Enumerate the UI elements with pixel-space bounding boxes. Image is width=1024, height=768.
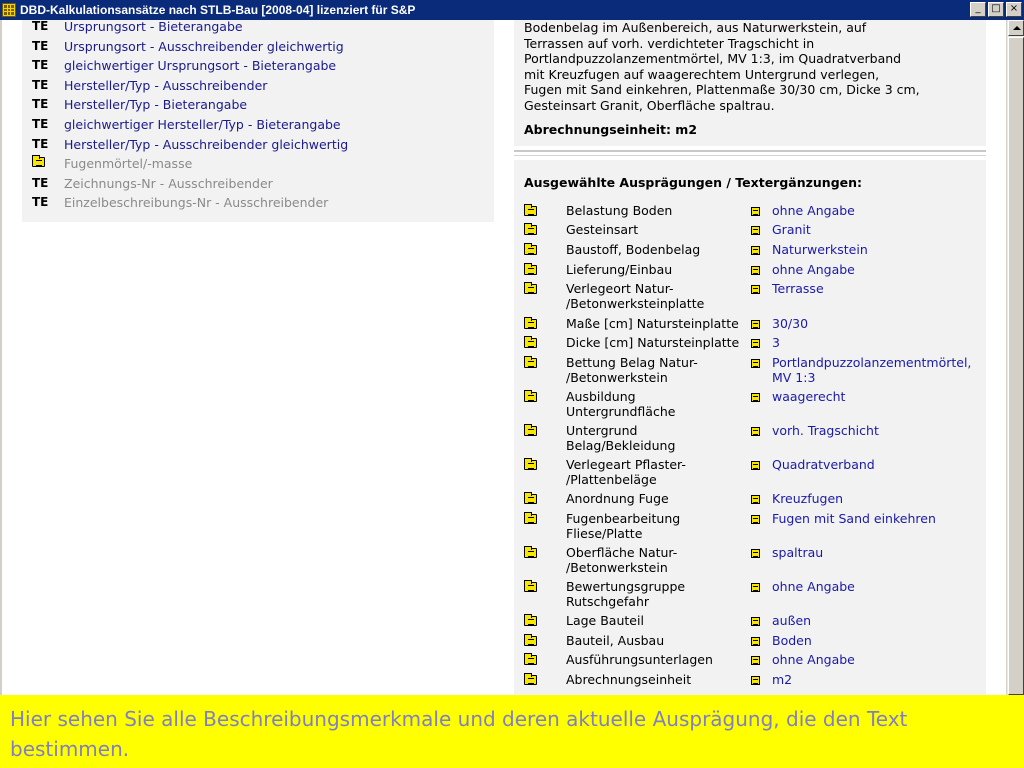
item-tag: TE xyxy=(32,195,49,209)
folder-icon[interactable] xyxy=(524,358,537,368)
value-icon[interactable] xyxy=(751,266,760,275)
folder-icon[interactable] xyxy=(524,655,537,665)
description-text xyxy=(524,20,984,113)
description-line: Gesteinsart Granit, Oberfläche spaltrau. xyxy=(524,97,775,113)
attribute-name: Ausbildung Untergrundfläche xyxy=(566,389,676,419)
attribute-value[interactable]: vorh. Tragschicht xyxy=(772,423,879,438)
value-icon[interactable] xyxy=(751,549,760,558)
minimize-button[interactable]: _ xyxy=(970,2,986,17)
attribute-value[interactable]: waagerecht xyxy=(772,389,846,404)
billing-unit: Abrechnungseinheit: m2 xyxy=(524,122,698,137)
item-label[interactable]: Zeichnungs-Nr - Ausschreibender xyxy=(64,175,273,191)
attribute-name: Anordnung Fuge xyxy=(566,491,669,506)
value-icon[interactable] xyxy=(751,285,760,294)
attribute-name: Maße [cm] Natursteinplatte xyxy=(566,316,739,331)
scroll-up-icon[interactable] xyxy=(1008,20,1024,36)
attribute-name: Ausführungsunterlagen xyxy=(566,652,713,667)
divider xyxy=(514,150,986,152)
attribute-value[interactable]: m2 xyxy=(772,672,793,687)
folder-icon[interactable] xyxy=(524,319,537,329)
attribute-value[interactable]: ohne Angabe xyxy=(772,262,855,277)
attribute-value[interactable]: ohne Angabe xyxy=(772,203,855,218)
attribute-name: Bauteil, Ausbau xyxy=(566,633,665,648)
attribute-value[interactable]: Portlandpuzzolanzementmörtel, MV 1:3 xyxy=(772,355,972,385)
item-label[interactable]: gleichwertiger Hersteller/Typ - Bieterangabe xyxy=(64,116,341,132)
folder-icon[interactable] xyxy=(524,225,537,235)
attribute-value[interactable]: außen xyxy=(772,613,812,628)
value-icon[interactable] xyxy=(751,427,760,436)
maximize-button[interactable]: □ xyxy=(988,2,1004,17)
folder-icon[interactable] xyxy=(524,582,537,592)
attribute-value[interactable]: Fugen mit Sand einkehren xyxy=(772,511,936,526)
selected-values-panel xyxy=(514,160,986,695)
value-icon[interactable] xyxy=(751,495,760,504)
item-tag: TE xyxy=(32,78,49,92)
folder-icon[interactable] xyxy=(524,426,537,436)
attribute-name: Abrechnungseinheit xyxy=(566,672,692,687)
attribute-name: Fugenbearbeitung Fliese/Platte xyxy=(566,511,681,541)
folder-icon[interactable] xyxy=(524,548,537,558)
description-line: mit Kreuzfugen auf waagerechtem Untergrund verlegen, xyxy=(524,66,880,82)
item-tag: TE xyxy=(32,19,49,33)
attribute-value[interactable]: Naturwerkstein xyxy=(772,242,868,257)
attribute-name: Verlegeort Natur- /Betonwerksteinplatte xyxy=(566,281,705,311)
attribute-name: Untergrund Belag/Bekleidung xyxy=(566,423,676,453)
item-tag: TE xyxy=(32,117,49,131)
attribute-value[interactable]: 3 xyxy=(772,335,780,350)
list-item[interactable] xyxy=(32,37,344,55)
value-icon[interactable] xyxy=(751,226,760,235)
attribute-name: Bewertungsgruppe Rutschgefahr xyxy=(566,579,686,609)
app-icon xyxy=(2,3,16,17)
item-label[interactable]: Fugenmörtel/-masse xyxy=(64,155,193,171)
description-line: Bodenbelag im Außenbereich, aus Naturwerkstein, auf xyxy=(524,20,867,35)
value-icon[interactable] xyxy=(751,320,760,329)
value-icon[interactable] xyxy=(751,656,760,665)
attribute-value[interactable]: Granit xyxy=(772,222,811,237)
list-item[interactable] xyxy=(32,154,192,172)
list-item[interactable] xyxy=(32,17,243,35)
value-icon[interactable] xyxy=(751,207,760,216)
attribute-name: Bettung Belag Natur- /Betonwerkstein xyxy=(566,355,698,385)
item-label[interactable]: gleichwertiger Ursprungsort - Bieterangabe xyxy=(64,57,337,73)
list-item[interactable] xyxy=(32,95,247,113)
value-icon[interactable] xyxy=(751,676,760,685)
value-icon[interactable] xyxy=(751,393,760,402)
item-tag: TE xyxy=(32,97,49,111)
attribute-name: Oberfläche Natur- /Betonwerkstein xyxy=(566,545,678,575)
window-frame xyxy=(0,20,2,695)
attribute-name: Dicke [cm] Natursteinplatte xyxy=(566,335,740,350)
item-tag: TE xyxy=(32,137,49,151)
folder-icon[interactable] xyxy=(524,338,537,348)
attribute-value[interactable]: spaltrau xyxy=(772,545,824,560)
attribute-value[interactable]: ohne Angabe xyxy=(772,579,855,594)
attribute-name: Lieferung/Einbau xyxy=(566,262,673,277)
value-icon[interactable] xyxy=(751,617,760,626)
value-icon[interactable] xyxy=(751,246,760,255)
tutorial-caption xyxy=(0,695,1024,768)
attribute-value[interactable]: Kreuzfugen xyxy=(772,491,844,506)
list-item[interactable] xyxy=(32,193,328,211)
value-icon[interactable] xyxy=(751,339,760,348)
item-tag: TE xyxy=(32,58,49,72)
attribute-name: Verlegeart Pflaster- /Plattenbeläge xyxy=(566,457,686,487)
item-tag: TE xyxy=(32,176,49,190)
selected-values-heading: Ausgewählte Ausprägungen / Textergänzungen: xyxy=(524,175,863,190)
folder-icon[interactable] xyxy=(524,245,537,255)
item-label[interactable]: Hersteller/Typ - Ausschreibender gleichwertig xyxy=(64,136,349,152)
description-line: Portlandpuzzolanzementmörtel, MV 1:3, im Quadratverband xyxy=(524,51,902,66)
scroll-thumb[interactable] xyxy=(1008,37,1024,695)
item-label[interactable]: Hersteller/Typ - Bieterangabe xyxy=(64,96,248,112)
folder-icon[interactable] xyxy=(524,265,537,275)
attribute-name: Gesteinsart xyxy=(566,222,639,237)
folder-icon[interactable] xyxy=(524,514,537,524)
window-title: DBD-Kalkulationsansätze nach STLB-Bau [2008-04] lizenziert für S&P xyxy=(20,3,416,17)
list-item[interactable] xyxy=(32,56,336,74)
list-item[interactable] xyxy=(32,115,341,133)
folder-icon[interactable] xyxy=(524,284,537,294)
description-line: Terrassen auf vorh. verdichteter Tragschicht in xyxy=(524,35,815,51)
folder-icon[interactable] xyxy=(524,494,537,504)
folder-icon[interactable] xyxy=(524,392,537,402)
folder-icon-cell xyxy=(32,156,64,170)
attribute-value[interactable]: 30/30 xyxy=(772,316,809,331)
attribute-name: Baustoff, Bodenbelag xyxy=(566,242,701,257)
attribute-value[interactable]: ohne Angabe xyxy=(772,652,855,667)
folder-icon[interactable] xyxy=(524,616,537,626)
attribute-value[interactable]: Terrasse xyxy=(772,281,824,296)
folder-icon[interactable] xyxy=(524,460,537,470)
folder-icon[interactable] xyxy=(524,206,537,216)
attribute-value[interactable]: Boden xyxy=(772,633,812,648)
list-item[interactable] xyxy=(32,174,273,192)
value-icon[interactable] xyxy=(751,359,760,368)
list-item[interactable] xyxy=(32,135,348,153)
list-item[interactable] xyxy=(32,76,267,94)
folder-icon xyxy=(32,157,45,167)
caption-text: Hier sehen Sie alle Beschreibungsmerkmale und deren aktuelle Ausprägung, die den Text bestimmen. xyxy=(10,707,908,761)
folder-icon[interactable] xyxy=(524,636,537,646)
item-label[interactable]: Einzelbeschreibungs-Nr - Ausschreibender xyxy=(64,194,329,210)
value-icon[interactable] xyxy=(751,461,760,470)
divider xyxy=(514,155,986,156)
folder-icon[interactable] xyxy=(524,675,537,685)
item-label[interactable]: Hersteller/Typ - Ausschreibender xyxy=(64,77,268,93)
description-line: Fugen mit Sand einkehren, Plattenmaße 30/30 cm, Dicke 3 cm, xyxy=(524,82,920,97)
item-tag: TE xyxy=(32,39,49,53)
attribute-value[interactable]: Quadratverband xyxy=(772,457,875,472)
attribute-name: Belastung Boden xyxy=(566,203,673,218)
vertical-scrollbar[interactable] xyxy=(1006,20,1024,695)
item-label[interactable]: Ursprungsort - Ausschreibender gleichwertig xyxy=(64,38,344,54)
item-label[interactable]: Ursprungsort - Bieterangabe xyxy=(64,18,243,34)
value-icon[interactable] xyxy=(751,515,760,524)
value-icon[interactable] xyxy=(751,583,760,592)
attribute-name: Lage Bauteil xyxy=(566,613,644,628)
value-icon[interactable] xyxy=(751,637,760,646)
feature-list-panel xyxy=(22,20,494,222)
close-button[interactable]: × xyxy=(1006,2,1022,17)
description-panel xyxy=(514,20,986,146)
